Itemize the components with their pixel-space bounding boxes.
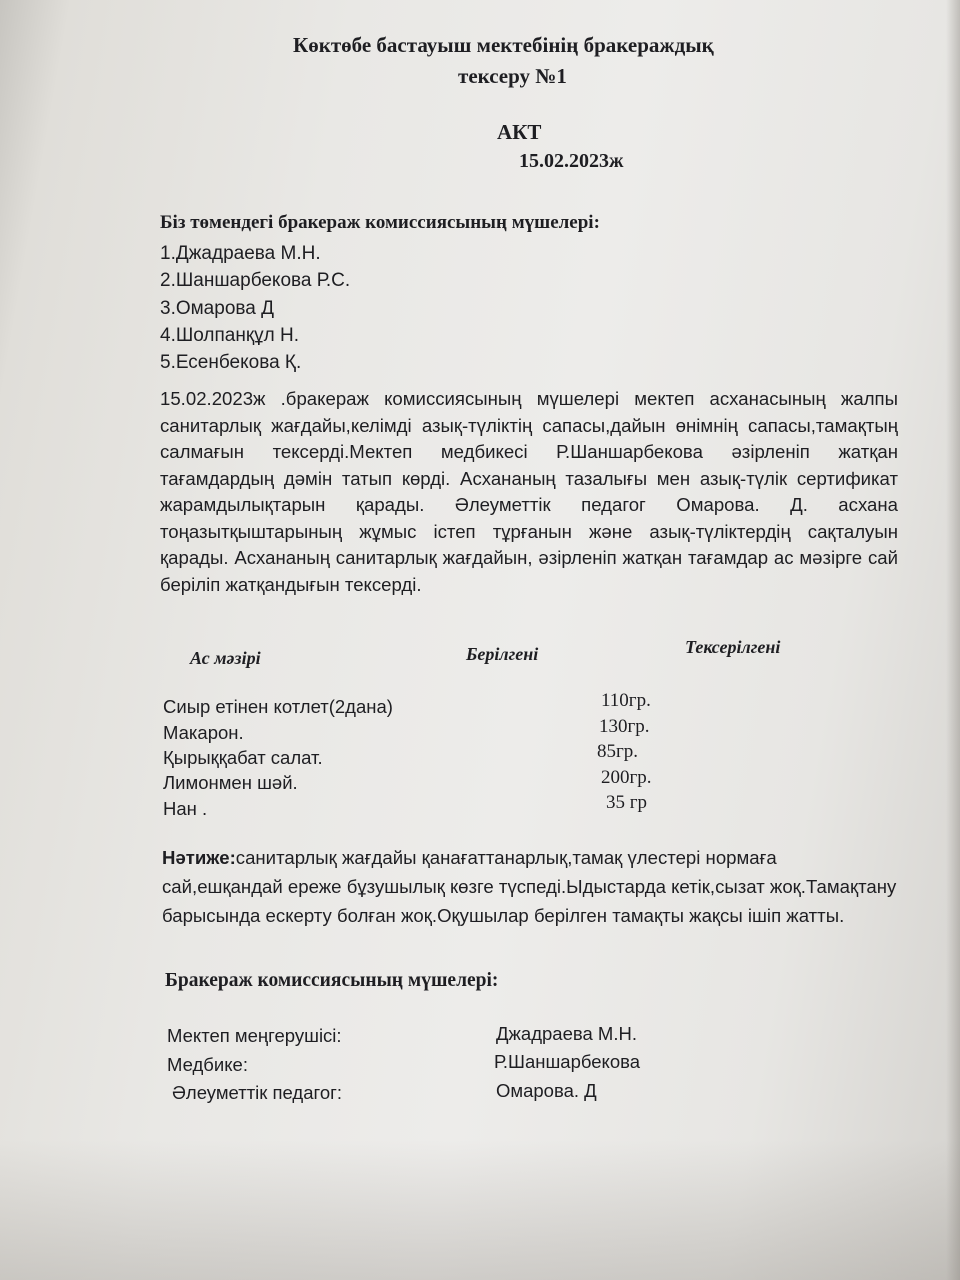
paper-edge-shadow (946, 0, 960, 1280)
signature-name: Омарова. Д (496, 1080, 597, 1101)
member-item: 5.Есенбекова Қ. (160, 352, 302, 373)
signature-name: Джадраева М.Н. (496, 1023, 637, 1044)
paper-bottom-shadow (0, 1140, 960, 1280)
act-date: 15.02.2023ж (519, 150, 624, 172)
member-item: 4.Шолпанқұл Н. (160, 325, 300, 346)
menu-header-checked: Тексерілгені (685, 637, 781, 657)
members-heading: Біз төмендегі бракераж комиссиясының мүшелері: (160, 212, 600, 233)
signature-role: Әлеуметтік педагог: (172, 1082, 343, 1103)
menu-row-given: 35 гр (606, 792, 648, 813)
menu-header-item: Ас мәзірі (190, 648, 261, 668)
menu-row-item: Макарон. (163, 722, 244, 743)
result-paragraph (162, 843, 902, 930)
menu-row-item: Сиыр етінен котлет(2дана) (163, 696, 393, 717)
body-paragraph: 15.02.2023ж .бракераж комиссиясының мүшелері мектеп асханасының жалпы санитарлық жағдайы,келімді азық-түліктің сапасы,дайын өнімнің сапасы,тамақтың салмағын тексерді.Мектеп медбикесі Р.Шаншарбекова әзірленіп жатқан тағамдардың дәмін татып көрді. Асхананың тазалығы мен азық-түлік сертификат жарамдылықтарын қарады. Әлеуметтік педагог Омарова. Д. асхана тоңазытқыштарының жұмыс істеп тұрғанын және азық-түліктердің сақталуын қарады. Асхананың санитарлық жағдайын, әзірленіп жатқан тағамдар ас мәзірге сай беріліп жатқандығын тексерді. (160, 388, 898, 595)
member-item: 1.Джадраева М.Н. (160, 243, 321, 264)
member-item: 3.Омарова Д (160, 298, 274, 319)
menu-row-given: 110гр. (601, 690, 651, 711)
menu-row-item: Қырыққабат салат. (163, 747, 323, 768)
menu-row-item: Нан . (163, 798, 208, 819)
signatures-heading: Бракераж комиссиясының мүшелері: (165, 970, 499, 991)
menu-row-given: 200гр. (601, 767, 652, 788)
menu-header-given: Берілгені (466, 644, 539, 664)
act-label: АКТ (497, 120, 542, 144)
result-text: санитарлық жағдайы қанағаттанарлық,тамақ үлестері нормаға сай,ешқандай ереже бұзушылық көзге түспеді.Ыдыстарда кетік,сызат жоқ.Тамақтану барысында ескерту болған жоқ.Оқушылар берілген тамақты жақсы ішіп жатты. (162, 847, 897, 926)
signature-name: Р.Шаншарбекова (494, 1051, 641, 1072)
menu-row-given: 85гр. (597, 741, 639, 762)
member-item: 2.Шаншарбекова Р.С. (160, 270, 351, 291)
doc-title-line2: тексеру №1 (458, 64, 567, 88)
menu-row-item: Лимонмен шәй. (163, 772, 298, 793)
menu-row-given: 130гр. (599, 716, 650, 737)
doc-title-line1: Көктөбе бастауыш мектебінің бракераждық (293, 33, 714, 57)
signature-role: Медбике: (167, 1054, 248, 1075)
result-label: Нәтиже: (162, 847, 236, 868)
signature-role: Мектеп меңгерушісі: (167, 1025, 342, 1046)
